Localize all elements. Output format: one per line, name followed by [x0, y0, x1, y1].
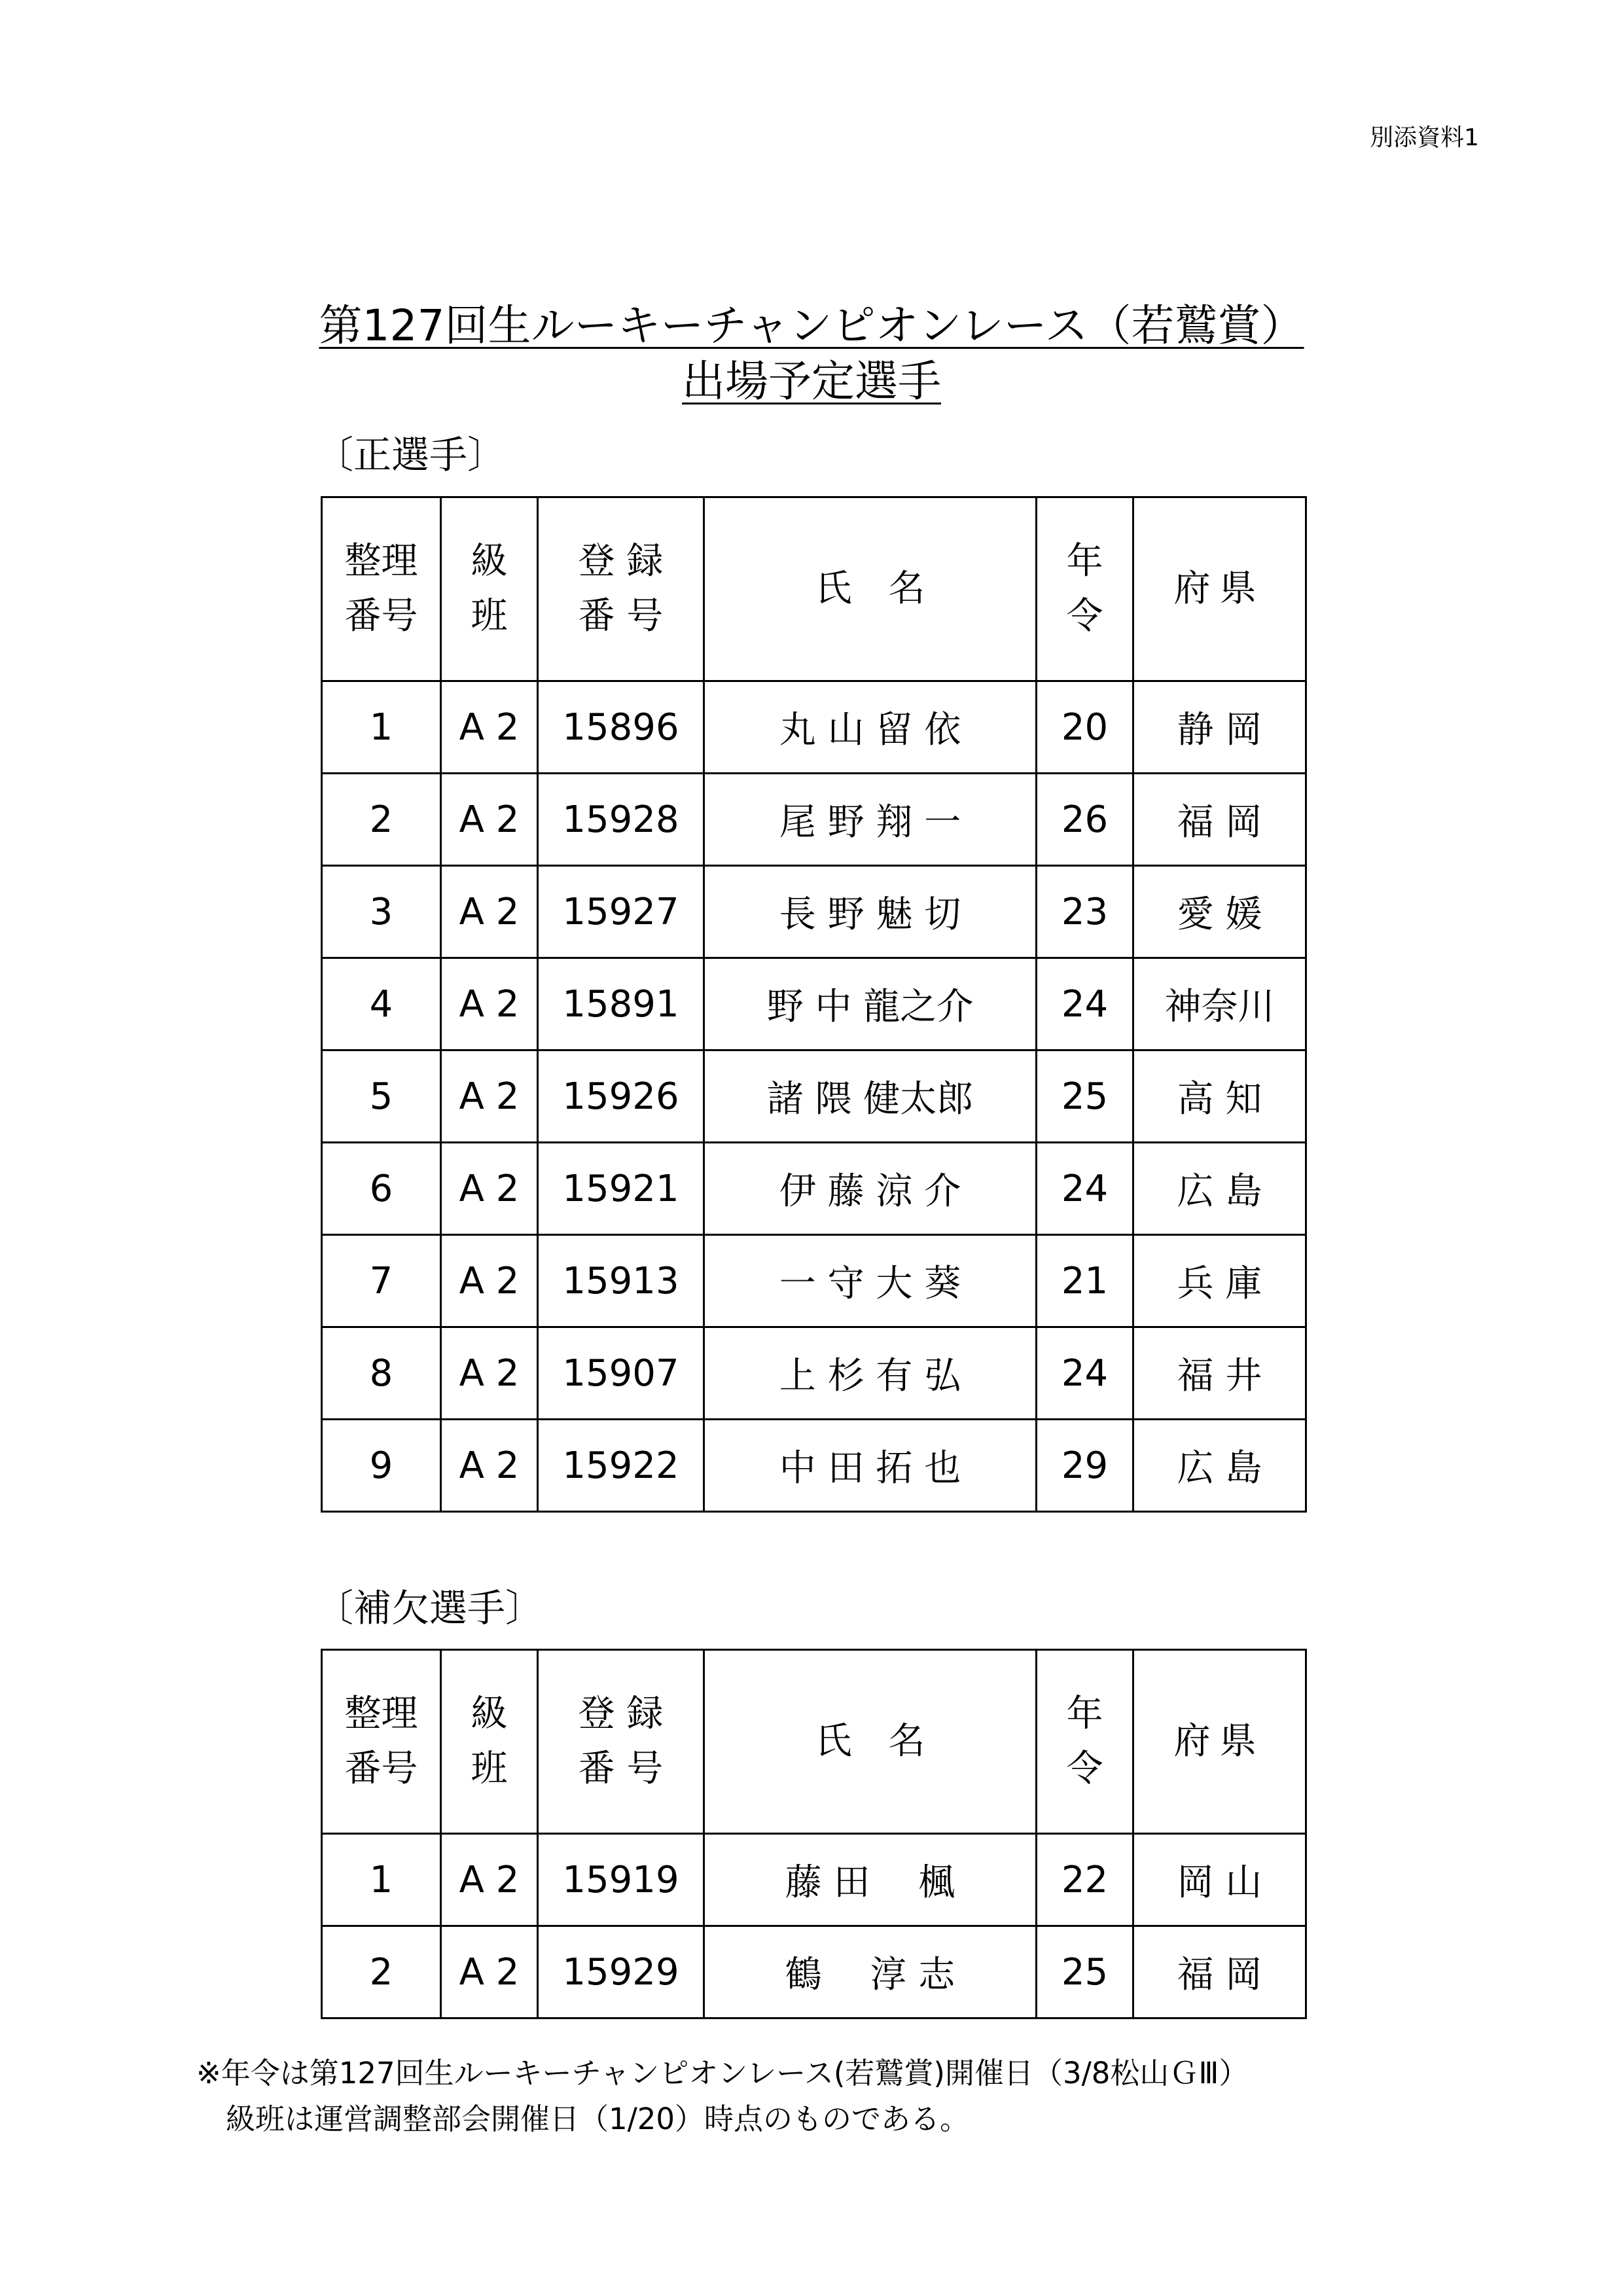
table-row	[322, 1926, 1306, 2018]
header-class: 級 班	[441, 1650, 538, 1834]
cell-age: 26	[1037, 774, 1133, 866]
header-no: 整理 番号	[322, 497, 441, 681]
reserve-roster-table	[321, 1649, 1307, 2019]
cell-prefecture: 神奈川	[1133, 958, 1306, 1050]
cell-prefecture: 福 岡	[1133, 774, 1306, 866]
cell-name: 諸 隈 健太郎	[704, 1050, 1037, 1143]
cell-no: 5	[322, 1050, 441, 1143]
table-header-row	[322, 497, 1306, 681]
cell-no: 9	[322, 1420, 441, 1512]
cell-name: 丸 山 留 依	[704, 681, 1037, 774]
header-class: 級 班	[441, 497, 538, 681]
header-name: 氏 名	[704, 497, 1037, 681]
cell-class: A 2	[441, 1926, 538, 2018]
table-row	[322, 866, 1306, 958]
cell-prefecture: 岡 山	[1133, 1834, 1306, 1926]
cell-name: 長 野 魅 切	[704, 866, 1037, 958]
title-line-2: 出場予定選手	[682, 356, 941, 406]
header-no: 整理 番号	[322, 1650, 441, 1834]
cell-no: 1	[322, 1834, 441, 1926]
cell-class: A 2	[441, 958, 538, 1050]
header-prefecture: 府県	[1133, 1650, 1306, 1834]
cell-prefecture: 福 井	[1133, 1327, 1306, 1420]
cell-age: 24	[1037, 958, 1133, 1050]
cell-age: 22	[1037, 1834, 1133, 1926]
cell-no: 1	[322, 681, 441, 774]
cell-no: 2	[322, 774, 441, 866]
cell-no: 8	[322, 1327, 441, 1420]
cell-age: 29	[1037, 1420, 1133, 1512]
cell-prefecture: 愛 媛	[1133, 866, 1306, 958]
table-row	[322, 1235, 1306, 1327]
cell-class: A 2	[441, 1420, 538, 1512]
cell-age: 20	[1037, 681, 1133, 774]
cell-name: 藤 田 楓	[704, 1834, 1037, 1926]
regular-roster-table	[321, 496, 1307, 1513]
header-name: 氏 名	[704, 1650, 1037, 1834]
cell-no: 2	[322, 1926, 441, 2018]
cell-class: A 2	[441, 1143, 538, 1235]
cell-registration: 15928	[538, 774, 704, 866]
cell-age: 23	[1037, 866, 1133, 958]
cell-registration: 15922	[538, 1420, 704, 1512]
cell-no: 4	[322, 958, 441, 1050]
footnote-line-1: ※年令は第127回生ルーキーチャンピオンレース(若鷲賞)開催日（3/8松山ＧⅢ）	[196, 2056, 1249, 2090]
cell-class: A 2	[441, 1327, 538, 1420]
cell-name: 鶴 淳 志	[704, 1926, 1037, 2018]
cell-prefecture: 静 岡	[1133, 681, 1306, 774]
table-row	[322, 1327, 1306, 1420]
cell-class: A 2	[441, 866, 538, 958]
table-header-row	[322, 1650, 1306, 1834]
cell-registration: 15921	[538, 1143, 704, 1235]
cell-no: 3	[322, 866, 441, 958]
cell-registration: 15913	[538, 1235, 704, 1327]
cell-no: 7	[322, 1235, 441, 1327]
cell-registration: 15927	[538, 866, 704, 958]
table-row	[322, 681, 1306, 774]
table-row	[322, 774, 1306, 866]
cell-name: 中 田 拓 也	[704, 1420, 1037, 1512]
cell-name: 上 杉 有 弘	[704, 1327, 1037, 1420]
page-title	[0, 298, 1623, 354]
cell-registration: 15919	[538, 1834, 704, 1926]
header-registration: 登 録 番 号	[538, 497, 704, 681]
cell-registration: 15896	[538, 681, 704, 774]
cell-prefecture: 福 岡	[1133, 1926, 1306, 2018]
cell-age: 25	[1037, 1926, 1133, 2018]
cell-prefecture: 広 島	[1133, 1420, 1306, 1512]
cell-prefecture: 兵 庫	[1133, 1235, 1306, 1327]
cell-name: 伊 藤 涼 介	[704, 1143, 1037, 1235]
cell-prefecture: 広 島	[1133, 1143, 1306, 1235]
header-registration: 登 録 番 号	[538, 1650, 704, 1834]
table-row	[322, 1420, 1306, 1512]
table-row	[322, 1050, 1306, 1143]
regular-section-label: 〔正選手〕	[315, 433, 506, 477]
cell-registration: 15891	[538, 958, 704, 1050]
cell-no: 6	[322, 1143, 441, 1235]
cell-prefecture: 高 知	[1133, 1050, 1306, 1143]
annex-label: 別添資料1	[1370, 124, 1479, 151]
title-line-1: 第127回生ルーキーチャンピオンレース（若鷲賞）	[319, 300, 1304, 351]
cell-name: 野 中 龍之介	[704, 958, 1037, 1050]
cell-name: 尾 野 翔 一	[704, 774, 1037, 866]
cell-registration: 15929	[538, 1926, 704, 2018]
cell-age: 21	[1037, 1235, 1133, 1327]
cell-name: 一 守 大 葵	[704, 1235, 1037, 1327]
header-age: 年 令	[1037, 497, 1133, 681]
reserve-section-label: 〔補欠選手〕	[315, 1586, 544, 1630]
cell-registration: 15907	[538, 1327, 704, 1420]
cell-class: A 2	[441, 1235, 538, 1327]
cell-age: 25	[1037, 1050, 1133, 1143]
header-prefecture: 府県	[1133, 497, 1306, 681]
table-row	[322, 1143, 1306, 1235]
table-row	[322, 1834, 1306, 1926]
cell-class: A 2	[441, 1050, 538, 1143]
cell-class: A 2	[441, 1834, 538, 1926]
footnote-line-2: 級班は運営調整部会開催日（1/20）時点のものである。	[196, 2102, 970, 2136]
header-age: 年 令	[1037, 1650, 1133, 1834]
cell-age: 24	[1037, 1327, 1133, 1420]
cell-class: A 2	[441, 774, 538, 866]
cell-age: 24	[1037, 1143, 1133, 1235]
page-subtitle	[0, 353, 1623, 410]
cell-registration: 15926	[538, 1050, 704, 1143]
table-row	[322, 958, 1306, 1050]
cell-class: A 2	[441, 681, 538, 774]
